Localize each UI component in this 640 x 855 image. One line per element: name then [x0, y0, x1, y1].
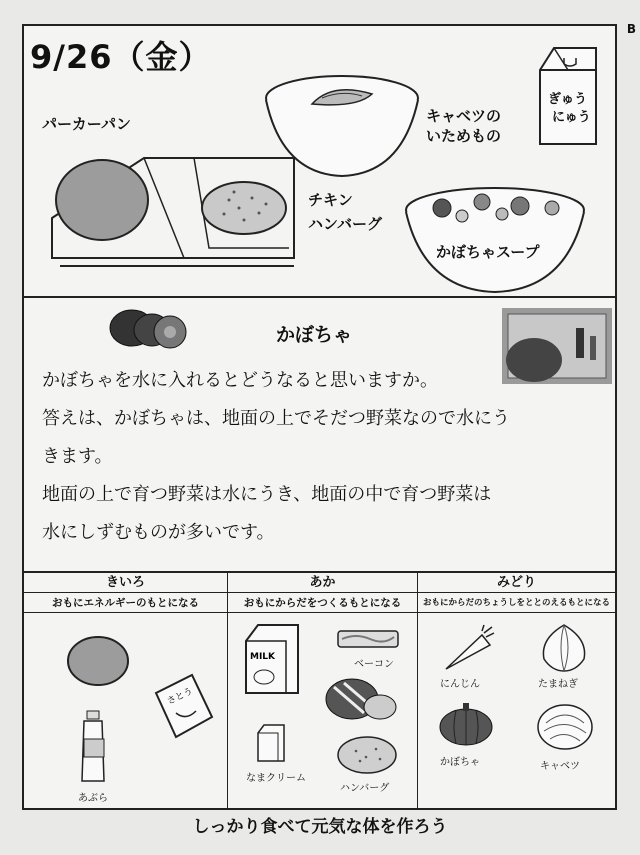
soup-label: かぼちゃスープ	[436, 243, 540, 261]
pumpkin-soup-bowl-icon	[402, 186, 588, 296]
milk-pack-icon	[242, 623, 302, 695]
group-green-desc: おもにからだのちょうしをととのえるもとになる	[418, 593, 615, 613]
item-hamburg-label: ハンバーグ	[340, 783, 390, 794]
chicken-label-2: ハンバーグ	[308, 215, 382, 233]
group-red-desc: おもにからだをつくるもとになる	[228, 593, 417, 613]
sugar-bag-icon	[146, 671, 216, 741]
item-cabbage-label: キャベツ	[540, 761, 580, 772]
hamburg-icon	[336, 735, 398, 775]
meat-icon	[324, 677, 398, 723]
bread-label: パーカーパン	[42, 115, 131, 133]
topic-line-5: 水にしずむものが多いです。	[42, 522, 275, 543]
group-green-name: みどり	[418, 573, 615, 593]
cream-pack-icon	[256, 723, 286, 763]
item-pumpkin-label: かぼちゃ	[440, 757, 480, 768]
topic-section	[24, 300, 615, 573]
milk-pack-label: MILK	[250, 652, 276, 662]
cabbage-label-1: キャベツの	[426, 107, 502, 125]
group-yellow	[24, 573, 228, 808]
carrot-icon	[442, 625, 496, 673]
footer-slogan: しっかり食べて元気な体を作ろう	[192, 817, 448, 837]
cabbage-label-2: いためもの	[426, 127, 502, 145]
page-marker: B	[626, 22, 636, 36]
group-red-name: あか	[228, 573, 417, 593]
menu-date: 9/26（金）	[30, 38, 212, 76]
menu-section	[24, 26, 615, 298]
lunch-sheet	[22, 24, 617, 810]
milk-label-1: ぎゅう	[548, 92, 588, 107]
topic-body	[42, 362, 602, 552]
group-red	[228, 573, 418, 808]
pumpkin-slices-icon	[108, 306, 188, 352]
group-green	[418, 573, 615, 808]
topic-line-1: かぼちゃを水に入れるとどうなると思いますか。	[42, 370, 438, 391]
item-bacon-label: ベーコン	[354, 659, 394, 670]
oil-bottle-icon	[76, 709, 110, 783]
onion-icon	[536, 621, 592, 673]
topic-line-3: きます。	[42, 446, 113, 467]
group-yellow-name: きいろ	[24, 573, 227, 593]
group-yellow-desc: おもにエネルギーのもとになる	[24, 593, 227, 613]
pumpkin-icon	[438, 703, 494, 747]
bacon-icon	[336, 627, 400, 651]
bread-icon	[66, 635, 130, 687]
milk-label-2: にゅう	[552, 110, 591, 125]
item-cream-label: なまクリーム	[246, 773, 306, 784]
food-groups-table	[24, 573, 615, 808]
cabbage-bowl-icon	[262, 74, 422, 184]
item-onion-label: たまねぎ	[538, 679, 578, 690]
item-oil-label: あぶら	[78, 793, 108, 804]
topic-title: かぼちゃ	[276, 324, 353, 346]
chicken-label-1: チキン	[308, 191, 353, 209]
cabbage-icon	[536, 703, 594, 751]
topic-line-4: 地面の上で育つ野菜は水にうき、地面の中で育つ野菜は	[42, 484, 492, 505]
sugar-label: さとう	[165, 686, 195, 708]
item-carrot-label: にんじん	[440, 679, 480, 690]
topic-line-2: 答えは、かぼちゃは、地面の上でそだつ野菜なので水にう	[42, 408, 510, 429]
